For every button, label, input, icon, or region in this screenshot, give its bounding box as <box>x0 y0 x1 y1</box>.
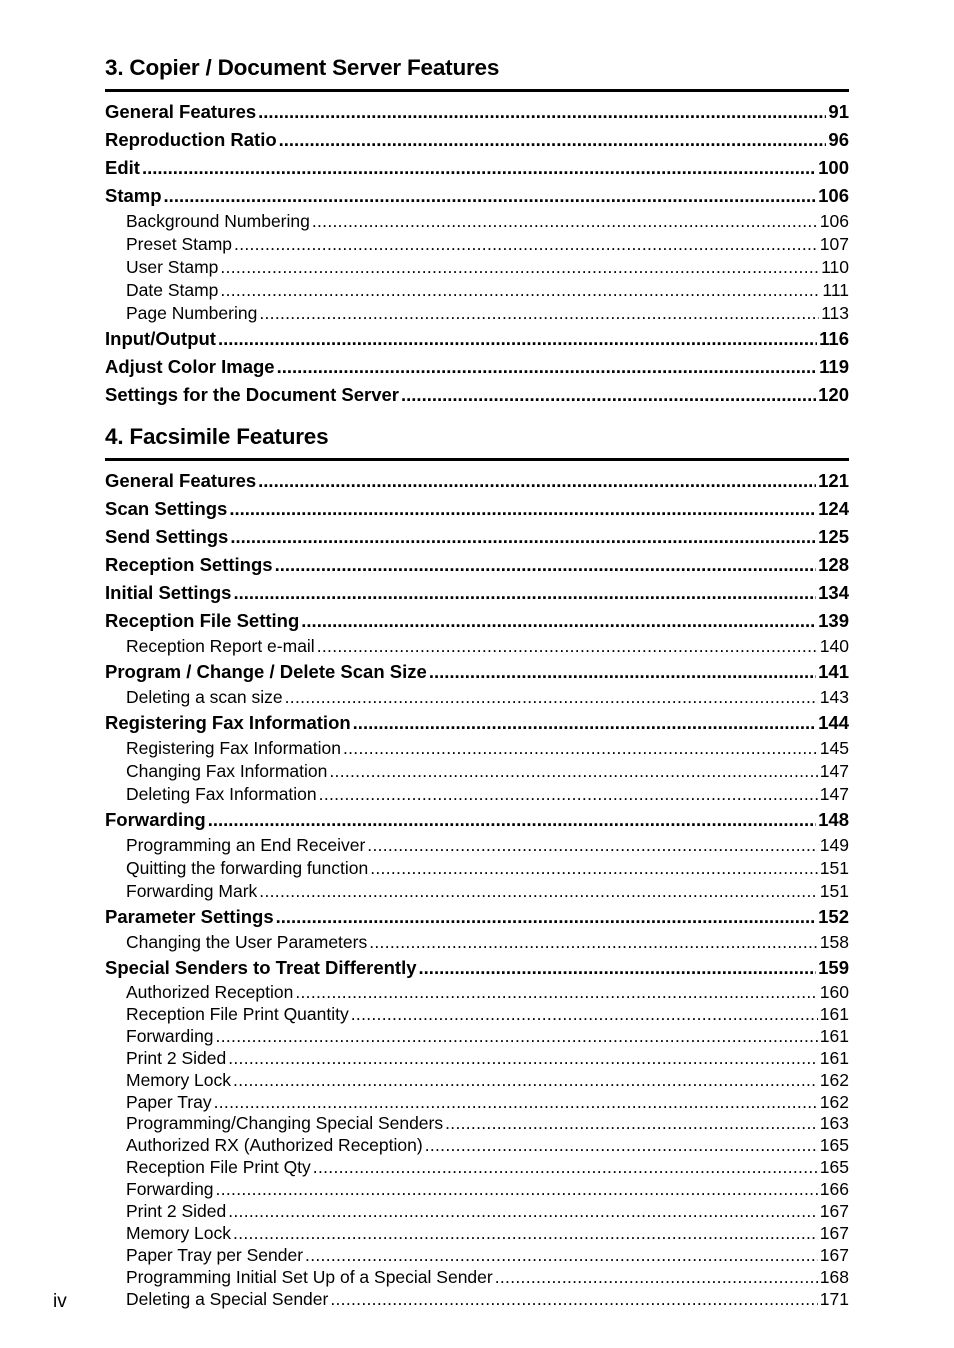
dot-leader <box>228 1201 818 1223</box>
toc-entry-page: 125 <box>818 526 849 547</box>
dot-leader <box>351 1004 818 1026</box>
dot-leader <box>259 880 818 903</box>
toc-entry[interactable] <box>105 154 849 182</box>
dot-leader <box>142 154 816 182</box>
toc-entry-label: Authorized RX (Authorized Reception) <box>126 1135 423 1156</box>
toc-entry-label: Edit <box>105 157 140 178</box>
toc-entry-page: 110 <box>821 257 849 277</box>
toc-entry-label: Reception Report e-mail <box>126 636 315 656</box>
toc-entry-page: 100 <box>818 157 849 178</box>
toc-entry-label: Reception File Print Qty <box>126 1157 311 1178</box>
toc-entry[interactable] <box>105 658 849 686</box>
dot-leader <box>230 523 816 551</box>
dot-leader <box>305 1245 818 1267</box>
toc-subentry[interactable] <box>105 931 849 954</box>
toc-section-facsimile <box>105 423 849 1311</box>
toc-entry[interactable] <box>105 523 849 551</box>
dot-leader <box>220 279 820 302</box>
toc-entry-page: 151 <box>819 858 849 878</box>
dot-leader <box>313 1157 818 1179</box>
toc-entry-label: Registering Fax Information <box>126 738 341 758</box>
toc-subentry[interactable] <box>105 1070 849 1092</box>
toc-entry-page: 119 <box>819 356 849 377</box>
section-title: 4. Facsimile Features <box>105 423 849 461</box>
toc-entry-label: Forwarding <box>126 1179 214 1200</box>
toc-entry-page: 158 <box>819 932 849 952</box>
toc-entry-page: 143 <box>819 687 849 707</box>
page-number: iv <box>53 1291 67 1312</box>
dot-leader <box>220 256 819 279</box>
toc-subentry[interactable] <box>105 1048 849 1070</box>
dot-leader <box>295 982 817 1004</box>
toc-entry-label: Deleting a Special Sender <box>126 1288 329 1309</box>
toc-entry-page: 141 <box>818 661 849 682</box>
toc-subentry[interactable] <box>105 256 849 279</box>
toc-entry-label: Background Numbering <box>126 211 310 231</box>
toc-entry-page: 139 <box>818 610 849 631</box>
toc-subentry[interactable] <box>105 1113 849 1135</box>
toc-entry-label: Input/Output <box>105 328 216 349</box>
toc-subentry[interactable] <box>105 1223 849 1245</box>
toc-section-copier <box>105 54 849 409</box>
toc-entry-page: 166 <box>819 1179 849 1200</box>
toc-subentry[interactable] <box>105 760 849 783</box>
toc-entry-label: Paper Tray per Sender <box>126 1244 304 1265</box>
toc-entry[interactable] <box>105 579 849 607</box>
toc-entry-label: User Stamp <box>126 257 219 277</box>
toc-entry-page: 111 <box>822 280 849 300</box>
toc-entry-page: 165 <box>819 1157 849 1178</box>
dot-leader <box>495 1267 818 1289</box>
toc-entry-page: 116 <box>819 328 849 349</box>
toc-entry-page: 167 <box>819 1201 849 1222</box>
dot-leader <box>329 760 817 783</box>
toc-entry-label: Memory Lock <box>126 1222 232 1243</box>
toc-entry[interactable] <box>105 551 849 579</box>
toc-subentry[interactable] <box>105 1267 849 1289</box>
toc-entry-label: Date Stamp <box>126 280 219 300</box>
toc-entry-page: 147 <box>819 784 849 804</box>
dot-leader <box>208 806 816 834</box>
toc-entry-page: 124 <box>818 498 849 519</box>
dot-leader <box>419 954 817 982</box>
toc-entry-label: Programming Initial Set Up of a Special Sender <box>126 1266 493 1287</box>
dot-leader <box>216 1179 818 1201</box>
dot-leader <box>367 834 818 857</box>
toc-entry-page: 147 <box>819 761 849 781</box>
toc-entry-label: Stamp <box>105 185 162 206</box>
toc-subentry[interactable] <box>105 1289 849 1311</box>
toc-entry-label: Quitting the forwarding function <box>126 858 369 878</box>
toc-entry-label: Scan Settings <box>105 498 228 519</box>
toc-subentry[interactable] <box>105 210 849 233</box>
toc-entry-label: Deleting Fax Information <box>126 784 317 804</box>
toc-entry-page: 91 <box>828 101 849 122</box>
toc-entry-page: 159 <box>818 957 849 978</box>
dot-leader <box>369 931 818 954</box>
dot-leader <box>233 1070 818 1092</box>
toc-entry-label: General Features <box>105 470 257 491</box>
dot-leader <box>370 857 818 880</box>
toc-entry[interactable] <box>105 954 849 982</box>
toc-entry-label: Deleting a scan size <box>126 687 283 707</box>
dot-leader <box>445 1113 818 1135</box>
toc-entry[interactable] <box>105 495 849 523</box>
toc-subentry[interactable] <box>105 279 849 302</box>
toc-subentry[interactable] <box>105 982 849 1004</box>
toc-entry-page: 107 <box>819 234 849 254</box>
toc-entry[interactable] <box>105 325 849 353</box>
toc-subentry[interactable] <box>105 686 849 709</box>
dot-leader <box>319 783 818 806</box>
toc-subentry[interactable] <box>105 783 849 806</box>
dot-leader <box>276 903 817 931</box>
toc-entry[interactable] <box>105 182 849 210</box>
toc-entry-label: Changing Fax Information <box>126 761 328 781</box>
toc-subentry[interactable] <box>105 834 849 857</box>
dot-leader <box>353 709 816 737</box>
toc-entry-page: 161 <box>819 1025 849 1046</box>
toc-entry[interactable] <box>105 98 849 126</box>
toc-entry-label: Reception Settings <box>105 554 273 575</box>
toc-entry-label: Registering Fax Information <box>105 712 351 733</box>
dot-leader <box>233 1223 818 1245</box>
toc-entry-page: 152 <box>818 906 849 927</box>
toc-entry-label: Parameter Settings <box>105 906 274 927</box>
toc-entry-page: 106 <box>819 211 849 231</box>
dot-leader <box>425 1135 818 1157</box>
toc-entry-label: Print 2 Sided <box>126 1047 227 1068</box>
toc-entry-page: 162 <box>819 1091 849 1112</box>
toc-entry-label: Reception File Print Quantity <box>126 1003 349 1024</box>
dot-leader <box>216 1026 818 1048</box>
toc-entry-page: 160 <box>819 982 849 1002</box>
toc-entry-page: 149 <box>819 835 849 855</box>
toc-subentry[interactable] <box>105 302 849 325</box>
toc-entry[interactable] <box>105 607 849 635</box>
toc-entry[interactable] <box>105 381 849 409</box>
toc-entry-label: Reproduction Ratio <box>105 129 277 150</box>
section-title: 3. Copier / Document Server Features <box>105 54 849 92</box>
toc-entry-label: Authorized Reception <box>126 982 294 1002</box>
toc-entry-page: 128 <box>818 554 849 575</box>
toc-entry-page: 163 <box>819 1113 849 1134</box>
dot-leader <box>258 467 816 495</box>
toc-entry-label: Preset Stamp <box>126 234 233 254</box>
toc-entry-label: Send Settings <box>105 526 229 547</box>
toc-entry[interactable] <box>105 806 849 834</box>
toc-subentry[interactable] <box>105 737 849 760</box>
toc-entry-label: Forwarding Mark <box>126 881 258 901</box>
dot-leader <box>258 98 826 126</box>
toc-entry-page: 171 <box>819 1288 849 1309</box>
toc-entry-label: Programming an End Receiver <box>126 835 366 855</box>
dot-leader <box>228 1048 818 1070</box>
toc-entry-page: 165 <box>819 1135 849 1156</box>
toc-entry[interactable] <box>105 467 849 495</box>
dot-leader <box>285 686 818 709</box>
toc-subentry[interactable] <box>105 857 849 880</box>
toc-subentry[interactable] <box>105 1179 849 1201</box>
toc-entry-label: Special Senders to Treat Differently <box>105 957 417 978</box>
toc-entry-page: 161 <box>819 1003 849 1024</box>
dot-leader <box>429 658 816 686</box>
toc-entry[interactable] <box>105 126 849 154</box>
toc-subentry[interactable] <box>105 1157 849 1179</box>
dot-leader <box>233 579 816 607</box>
dot-leader <box>312 210 818 233</box>
toc-entry-page: 148 <box>818 809 849 830</box>
toc-entry-label: Initial Settings <box>105 582 232 603</box>
toc-entry-page: 144 <box>818 712 849 733</box>
dot-leader <box>259 302 819 325</box>
toc-entry-label: General Features <box>105 101 257 122</box>
toc-entry[interactable] <box>105 353 849 381</box>
toc-entry-label: Adjust Color Image <box>105 356 275 377</box>
toc-subentry[interactable] <box>105 1026 849 1048</box>
toc-subentry[interactable] <box>105 880 849 903</box>
toc-entry-page: 96 <box>828 129 849 150</box>
dot-leader <box>214 1092 818 1114</box>
toc-entry-page: 140 <box>819 636 849 656</box>
dot-leader <box>277 353 818 381</box>
toc-subentry[interactable] <box>105 1092 849 1114</box>
toc-entry-page: 106 <box>818 185 849 206</box>
toc-entry-label: Forwarding <box>105 809 206 830</box>
dot-leader <box>218 325 817 353</box>
toc-entry-page: 151 <box>819 881 849 901</box>
toc-entry-page: 168 <box>819 1266 849 1287</box>
dot-leader <box>317 635 818 658</box>
toc-entry-page: 134 <box>818 582 849 603</box>
dot-leader <box>229 495 816 523</box>
dot-leader <box>234 233 818 256</box>
toc-entry-label: Memory Lock <box>126 1069 232 1090</box>
toc-entry-page: 121 <box>818 470 849 491</box>
toc-subentry[interactable] <box>105 1135 849 1157</box>
dot-leader <box>279 126 827 154</box>
toc-entry-page: 161 <box>819 1047 849 1068</box>
toc-subentry[interactable] <box>105 233 849 256</box>
toc-entry-label: Forwarding <box>126 1025 214 1046</box>
dot-leader <box>301 607 816 635</box>
toc-entry-label: Paper Tray <box>126 1091 212 1112</box>
toc-entry-page: 167 <box>819 1222 849 1243</box>
toc-entry-page: 167 <box>819 1244 849 1265</box>
toc-entry[interactable] <box>105 709 849 737</box>
toc-list <box>105 467 849 1311</box>
dot-leader <box>275 551 817 579</box>
dot-leader <box>343 737 818 760</box>
dot-leader <box>401 381 816 409</box>
toc-entry-label: Programming/Changing Special Senders <box>126 1113 444 1134</box>
toc-subentry[interactable] <box>105 1201 849 1223</box>
toc-entry-label: Page Numbering <box>126 303 258 323</box>
toc-subentry[interactable] <box>105 1245 849 1267</box>
toc-entry-page: 145 <box>819 738 849 758</box>
dot-leader <box>330 1289 817 1311</box>
toc-entry-page: 120 <box>818 384 849 405</box>
toc-entry[interactable] <box>105 903 849 931</box>
dot-leader <box>164 182 817 210</box>
toc-entry-label: Reception File Setting <box>105 610 300 631</box>
toc-entry-label: Settings for the Document Server <box>105 384 400 405</box>
toc-entry-label: Print 2 Sided <box>126 1201 227 1222</box>
toc-subentry[interactable] <box>105 1004 849 1026</box>
toc-entry-page: 113 <box>821 303 849 323</box>
toc-entry-label: Program / Change / Delete Scan Size <box>105 661 427 682</box>
toc-entry-label: Changing the User Parameters <box>126 932 368 952</box>
toc-entry-page: 162 <box>819 1069 849 1090</box>
toc-subentry[interactable] <box>105 635 849 658</box>
toc-list <box>105 98 849 409</box>
